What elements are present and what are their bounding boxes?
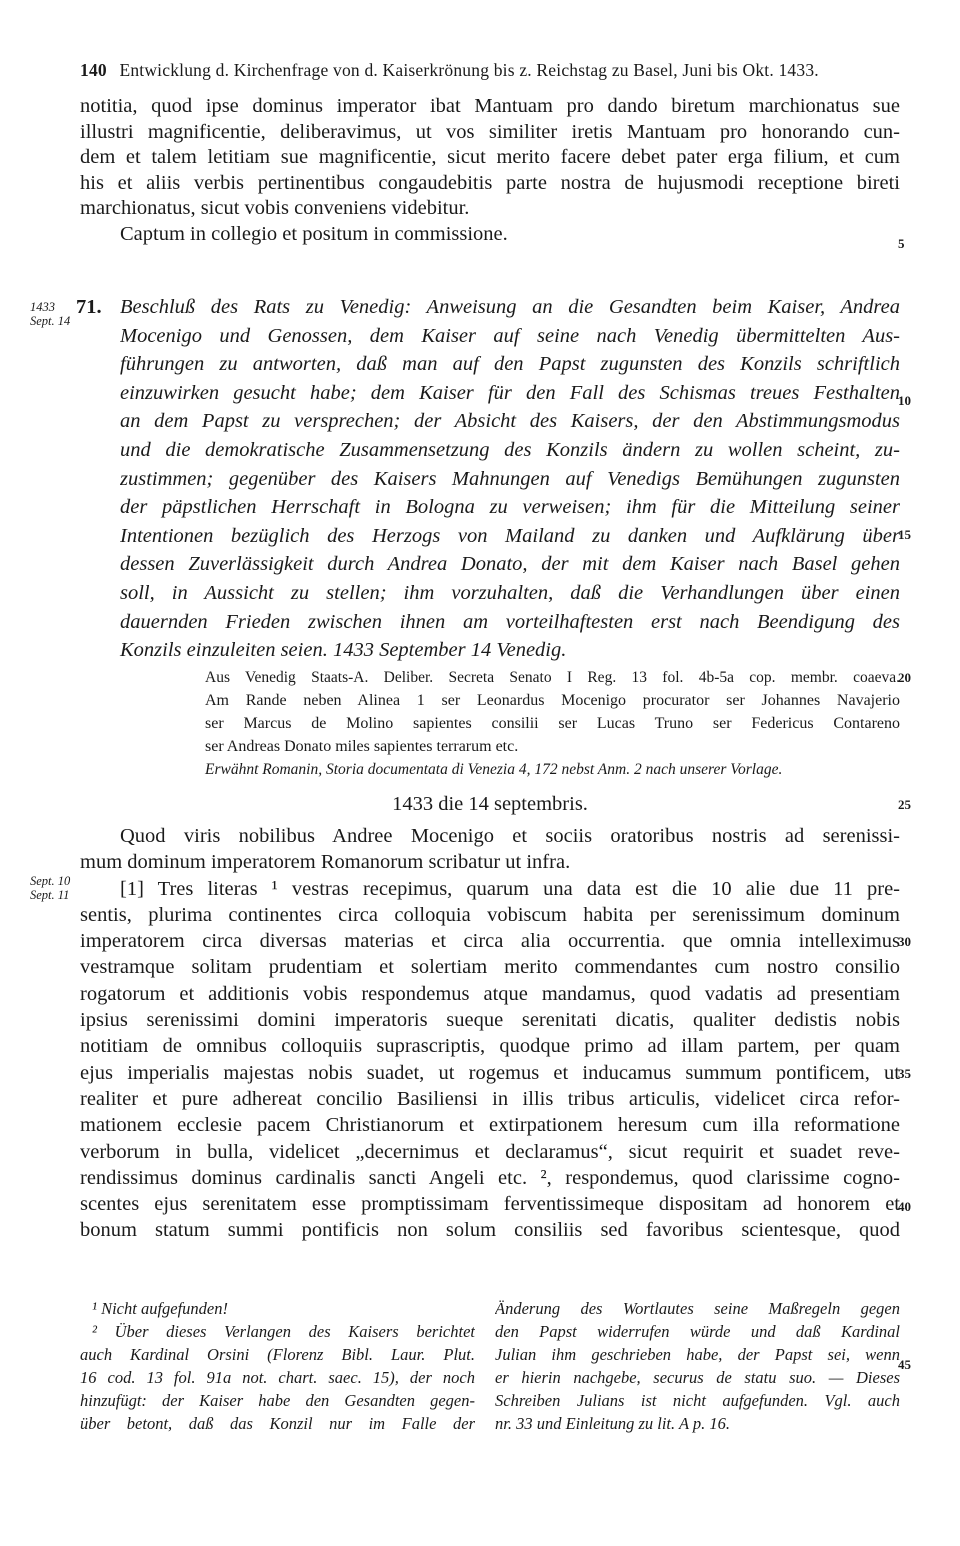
line-number: 30 xyxy=(898,934,911,949)
source-line: Am Rande neben Alinea 1 ser Leonardus Mocenigo procurator ser Johannes Navajerio xyxy=(205,692,900,709)
source-line: Erwähnt Romanin, Storia documentata di Venezia 4, 172 nebst Anm. 2 nach unserer Vorlage. xyxy=(205,761,783,778)
line-number: 10 xyxy=(898,393,911,408)
regest-line: einzuwirken gesucht habe; dem Kaiser für den Fall des Schismas treues Festhalten xyxy=(120,381,900,404)
body-line: vestramque solitam prudentiam et solertiam merito commendantes cum nostro consilio xyxy=(80,956,900,979)
body-line: Quod viris nobilibus Andree Mocenigo et sociis oratoribus nostris ad serenissi- xyxy=(120,825,900,847)
body-line: ejus imperialis majestas nobis suadet, ut rogemus et inducamus summum pontificem, ut xyxy=(80,1061,900,1084)
text-line: dem et talem letitiam sue magnificentie, sicut merito facere debet pater erga filium, et cum xyxy=(80,146,900,168)
footnote-line: 16 cod. 13 fol. 91a not. chart. saec. 15), der noch xyxy=(80,1368,475,1387)
entry-regest xyxy=(76,293,900,665)
entry-margin-date xyxy=(30,300,70,328)
line-number: 35 xyxy=(898,1066,911,1081)
footnote-line: nr. 33 und Einleitung zu lit. A p. 16. xyxy=(495,1414,730,1433)
running-header xyxy=(80,60,900,81)
margin-year: 1433 xyxy=(30,300,55,314)
line-number: 25 xyxy=(898,797,911,812)
margin-sept11: Sept. 11 xyxy=(30,888,70,902)
regest-line: Mocenigo und Genossen, dem Kaiser auf seine nach Venedig übermittelten Aus- xyxy=(120,324,900,347)
text-line: illustri magnificentie, deliberavimus, ut vos similiter iretis Mantuam pro honorando cun- xyxy=(80,120,900,143)
footnote-line: er hierin nachgebe, securus de statu suo. — Dieses xyxy=(495,1368,900,1387)
regest-line: soll, in Aussicht zu stellen; ihm vorzuhalten, daß die Verhandlungen über einen xyxy=(120,581,900,604)
body-line: mationem ecclesie pacem Christianorum et extirpationem heresum cum illa reformatione xyxy=(80,1114,900,1137)
text-line: marchionatus, sicut vobis conveniens videbitur. xyxy=(80,197,470,219)
body-line: scentes ejus serenitatem esse promptissimam ferventissimeque dispositam ad honorem et xyxy=(80,1193,900,1216)
body-line: sentis, plurima continentes circa colloquia vobiscum habita per serenissimum dominum xyxy=(80,903,900,926)
source-line: Aus Venedig Staats-A. Deliber. Secreta Senato I Reg. 13 fol. 4b-5a cop. membr. coaeva. xyxy=(205,669,900,686)
footnote-line: ¹ Nicht aufgefunden! xyxy=(92,1299,229,1318)
entry-number: 71. xyxy=(76,296,102,318)
footnote-line: Schreiben Julians ist nicht aufgefunden. Vgl. auch xyxy=(495,1391,900,1410)
regest-line: dauernden Frieden zwischen ihnen am vorteilhaftesten erst nach Beendigung des xyxy=(120,610,900,633)
source-line: ser Andreas Donato miles sapientes terrarum etc. xyxy=(205,738,519,755)
footnote-line: Änderung des Wortlautes seine Maßregeln gegen xyxy=(495,1299,900,1318)
page-number: 140 xyxy=(80,60,107,80)
regest-line: Beschluß des Rats zu Venedig: Anweisung an die Gesandten beim Kaiser, Andrea xyxy=(120,296,900,318)
text-line: his et aliis verbis pertinentibus congaudebitis parte nostra de hujusmodi receptione bireti xyxy=(80,171,900,194)
body-margin-dates xyxy=(30,874,70,902)
regest-line: Intentionen bezüglich des Herzogs von Mailand zu danken und Aufklärung über xyxy=(120,524,900,547)
line-number: 15 xyxy=(898,527,911,542)
footnote-line: auch Kardinal Orsini (Florenz Bibl. Laur. Plut. xyxy=(80,1345,475,1364)
footnote-line: ² Über dieses Verlangen des Kaisers berichtet xyxy=(92,1322,475,1341)
body-line: rogatorum et additionis vobis respondemus atque mandamus, quod vadatis ad presentiam xyxy=(80,982,900,1005)
footnote-line: hinzufügt: der Kaiser habe den Gesandten gegen- xyxy=(80,1391,475,1410)
footnotes-right-column xyxy=(495,1297,900,1435)
footnotes-left-column xyxy=(80,1297,475,1435)
regest-line: und die demokratische Zusammensetzung des Konzils ändern zu wollen scheint, zu- xyxy=(120,438,900,461)
running-title: Entwicklung d. Kirchenfrage von d. Kaiserkrönung bis z. Reichstag zu Basel, Juni bis Okt. 1433. xyxy=(119,60,819,80)
regest-line: der päpstlichen Herrschaft in Bologna zu verweisen; ihm für die Mitteilung seiner xyxy=(120,496,900,519)
line-number: 45 xyxy=(898,1357,911,1372)
text-line: Captum in collegio et positum in commissione. xyxy=(120,222,508,245)
line-number: 5 xyxy=(898,236,905,251)
body-line: realiter et pure adhereat concilio Basiliensi in illis tribus articulis, videlicet circa refor- xyxy=(80,1087,900,1110)
margin-sept10: Sept. 10 xyxy=(30,874,71,888)
footnote-line: Julian ihm geschrieben habe, der Papst sei, wenn xyxy=(495,1345,900,1364)
document-date-block xyxy=(80,792,900,818)
footnote-line: den Papst widerrufen würde und daß Kardinal xyxy=(495,1322,900,1341)
margin-day: Sept. 14 xyxy=(30,314,71,328)
body-line: imperatorem circa diversas materias et circa alia occurrentia. que omnia intelleximus xyxy=(80,930,900,953)
regest-line: führungen zu antworten, daß man auf den Papst zugunsten des Konzils schriftlich xyxy=(120,353,900,376)
line-number: 40 xyxy=(898,1199,911,1214)
body-line: verborum in bulla, videlicet „decernimus et declaramus“, sicut requirit et suadet reve- xyxy=(80,1140,900,1163)
body-line: notitiam de omnibus colloquiis suprascriptis, quodque primo ad illam partem, per quam xyxy=(80,1035,900,1058)
body-line: ipsius serenissimi domini imperatoris sueque serenitati dicatis, qualiter dedistis nobis xyxy=(80,1009,900,1032)
regest-line: an dem Papst zu versprechen; der Absicht des Kaisers, der den Abstimmungsmodus xyxy=(120,410,900,433)
previous-entry-text xyxy=(80,94,900,247)
regest-line: zustimmen; gegenüber des Kaisers Mahnungen auf Venedigs Bemühungen zugunsten xyxy=(120,467,900,490)
body-line: bonum statum summi pontificis non solum consiliis sed favoribus scientesque, quod xyxy=(80,1219,900,1242)
line-number: 20 xyxy=(898,670,911,685)
body-line: [1] Tres literas ¹ vestras recepimus, quarum una data est die 10 alie due 11 pre- xyxy=(120,877,900,900)
regest-line: dessen Zuverlässigkeit durch Andrea Donato, der mit dem Kaiser nach Basel gehen xyxy=(120,553,900,576)
source-notes xyxy=(205,666,900,781)
source-line: ser Marcus de Molino sapientes consilii ser Lucas Truno ser Federicus Contareno xyxy=(205,715,900,732)
body-line: mum dominum imperatorem Romanorum scribatur ut infra. xyxy=(80,851,571,874)
body-line: rendissimus dominus cardinalis sancti Angeli etc. ², respondemus, quod clarissime cogno- xyxy=(80,1166,900,1189)
footnote-line: über betont, daß das Konzil nur im Falle der xyxy=(80,1414,475,1433)
text-line: notitia, quod ipse dominus imperator ibat Mantuam pro dando biretum marchionatus sue xyxy=(80,95,900,117)
document-date: 1433 die 14 septembris. xyxy=(392,793,588,815)
document-body xyxy=(80,824,900,1245)
regest-line: Konzils einzuleiten seien. 1433 September 14 Venedig. xyxy=(120,639,567,662)
